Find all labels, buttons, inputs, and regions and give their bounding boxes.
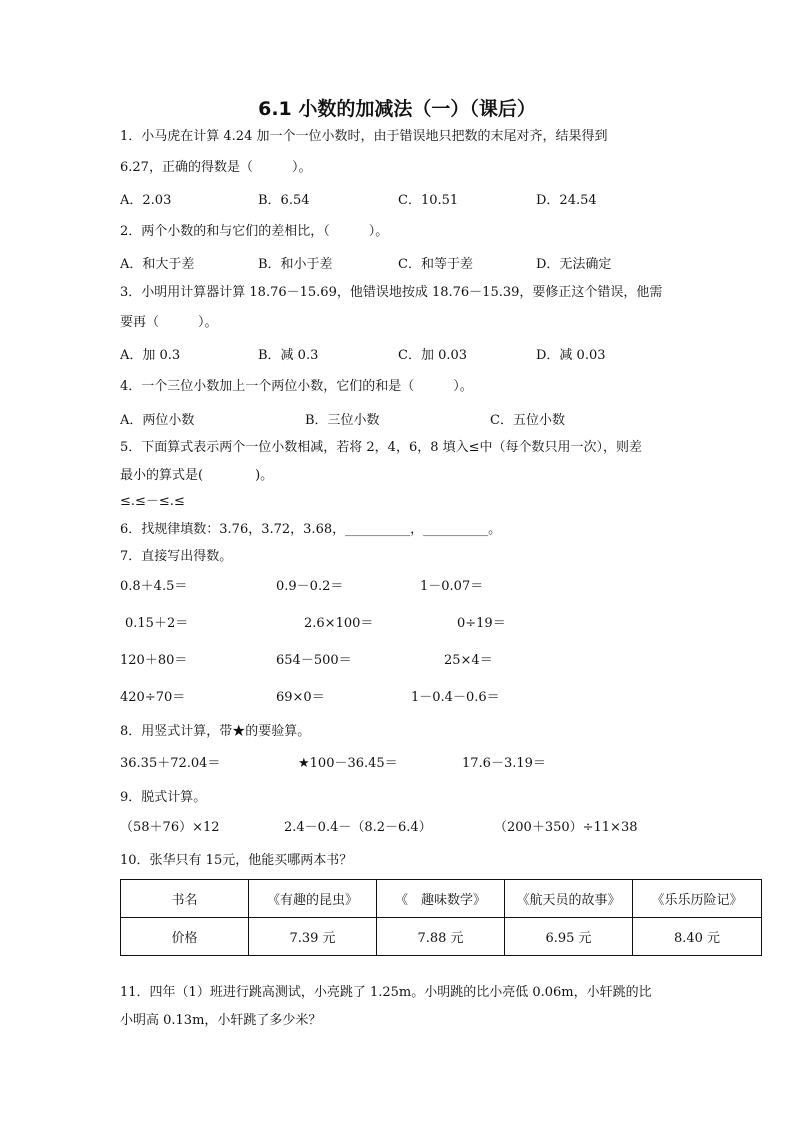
q6-line1: 6．找规律填数：3.76，3.72，3.68，__________，__________。 xyxy=(120,522,502,537)
q3-line2: 要再（ ）。 xyxy=(120,315,218,330)
q7-item: 1－0.4－0.6＝ xyxy=(411,690,500,705)
q1-option-a: A．2.03 xyxy=(120,193,172,208)
q8-line1: 8．用竖式计算，带★的要验算。 xyxy=(120,724,311,739)
q1-option-d: D．24.54 xyxy=(536,193,597,208)
q5-line2: 最小的算式是( )。 xyxy=(120,468,274,483)
q7-item: 1－0.07＝ xyxy=(420,579,484,594)
q11-line2: 小明高 0.13m，小轩跳了多少米？ xyxy=(120,1013,322,1028)
q3-option-d: D．减 0.03 xyxy=(536,348,606,363)
q4-option-a: A．两位小数 xyxy=(120,413,195,428)
table-cell: 书名 xyxy=(121,880,249,918)
q2-line1: 2．两个小数的和与它们的差相比，（ ）。 xyxy=(120,224,389,239)
table-cell: 《有趣的昆虫》 xyxy=(249,880,377,918)
q9-item: （200＋350）÷11×38 xyxy=(494,820,638,835)
q9-item: 2.4－0.4－（8.2－6.4） xyxy=(284,820,432,835)
q7-item: 654－500＝ xyxy=(276,653,352,668)
q1-option-b: B．6.54 xyxy=(258,193,310,208)
table-cell: 6.95 元 xyxy=(505,918,633,956)
q3-option-a: A．加 0.3 xyxy=(120,348,181,363)
q1-line2: 6.27，正确的得数是（ ）。 xyxy=(120,160,312,175)
q7-item: 0.8＋4.5＝ xyxy=(120,579,188,594)
q10-line1: 10．张华只有 15元，他能买哪两本书？ xyxy=(120,853,353,868)
q4-option-b: B．三位小数 xyxy=(305,413,380,428)
q7-item: 0÷19＝ xyxy=(457,616,506,631)
q7-item: 25×4＝ xyxy=(444,653,493,668)
q5-line1: 5．下面算式表示两个一位小数相减，若将 2，4，6，8 填入≤中（每个数只用一次），则差 xyxy=(120,440,643,455)
q1-line1: 1．小马虎在计算 4.24 加一个一位小数时，由于错误地只把数的末尾对齐，结果得到 xyxy=(120,129,608,144)
q4-option-c: C．五位小数 xyxy=(490,413,565,428)
q9-item: （58＋76）×12 xyxy=(120,820,220,835)
q8-item: ★100－36.45＝ xyxy=(298,756,398,771)
q2-option-a: A．和大于差 xyxy=(120,257,195,272)
table-row xyxy=(121,918,762,956)
q7-item: 0.15＋2＝ xyxy=(125,616,189,631)
q8-item: 17.6－3.19＝ xyxy=(462,756,546,771)
book-price-table xyxy=(120,879,762,956)
q2-option-b: B．和小于差 xyxy=(258,257,333,272)
q8-item: 36.35＋72.04＝ xyxy=(120,756,221,771)
q7-line1: 7．直接写出得数。 xyxy=(120,549,233,564)
q2-option-c: C．和等于差 xyxy=(398,257,473,272)
q7-item: 69×0＝ xyxy=(276,690,325,705)
q5-expression: ≤.≤－≤.≤ xyxy=(120,494,185,509)
table-cell: 价格 xyxy=(121,918,249,956)
q9-line1: 9．脱式计算。 xyxy=(120,790,207,805)
table-cell: 7.88 元 xyxy=(377,918,505,956)
q3-line1: 3．小明用计算器计算 18.76－15.69，他错误地按成 18.76－15.39，要修正这个错误，他需 xyxy=(120,285,663,300)
table-cell: 《 趣味数学》 xyxy=(377,880,505,918)
table-cell: 7.39 元 xyxy=(249,918,377,956)
q11-line1: 11．四年（1）班进行跳高测试，小亮跳了 1.25m。小明跳的比小亮低 0.06m，小轩跳的比 xyxy=(120,985,652,1000)
q1-option-c: C．10.51 xyxy=(398,193,459,208)
q4-line1: 4．一个三位小数加上一个两位小数，它们的和是（ ）。 xyxy=(120,379,473,394)
table-cell: 《乐乐历险记》 xyxy=(633,880,762,918)
q2-option-d: D．无法确定 xyxy=(536,257,612,272)
q7-item: 420÷70＝ xyxy=(120,690,186,705)
table-cell: 《航天员的故事》 xyxy=(505,880,633,918)
page-title: 6.1 小数的加减法（一）（课后） xyxy=(258,98,536,120)
q7-item: 120＋80＝ xyxy=(120,653,188,668)
table-header-row xyxy=(121,880,762,918)
q7-item: 0.9－0.2＝ xyxy=(276,579,344,594)
q7-item: 2.6×100＝ xyxy=(304,616,374,631)
q3-option-c: C．加 0.03 xyxy=(398,348,468,363)
q3-option-b: B．减 0.3 xyxy=(258,348,319,363)
table-cell: 8.40 元 xyxy=(633,918,762,956)
